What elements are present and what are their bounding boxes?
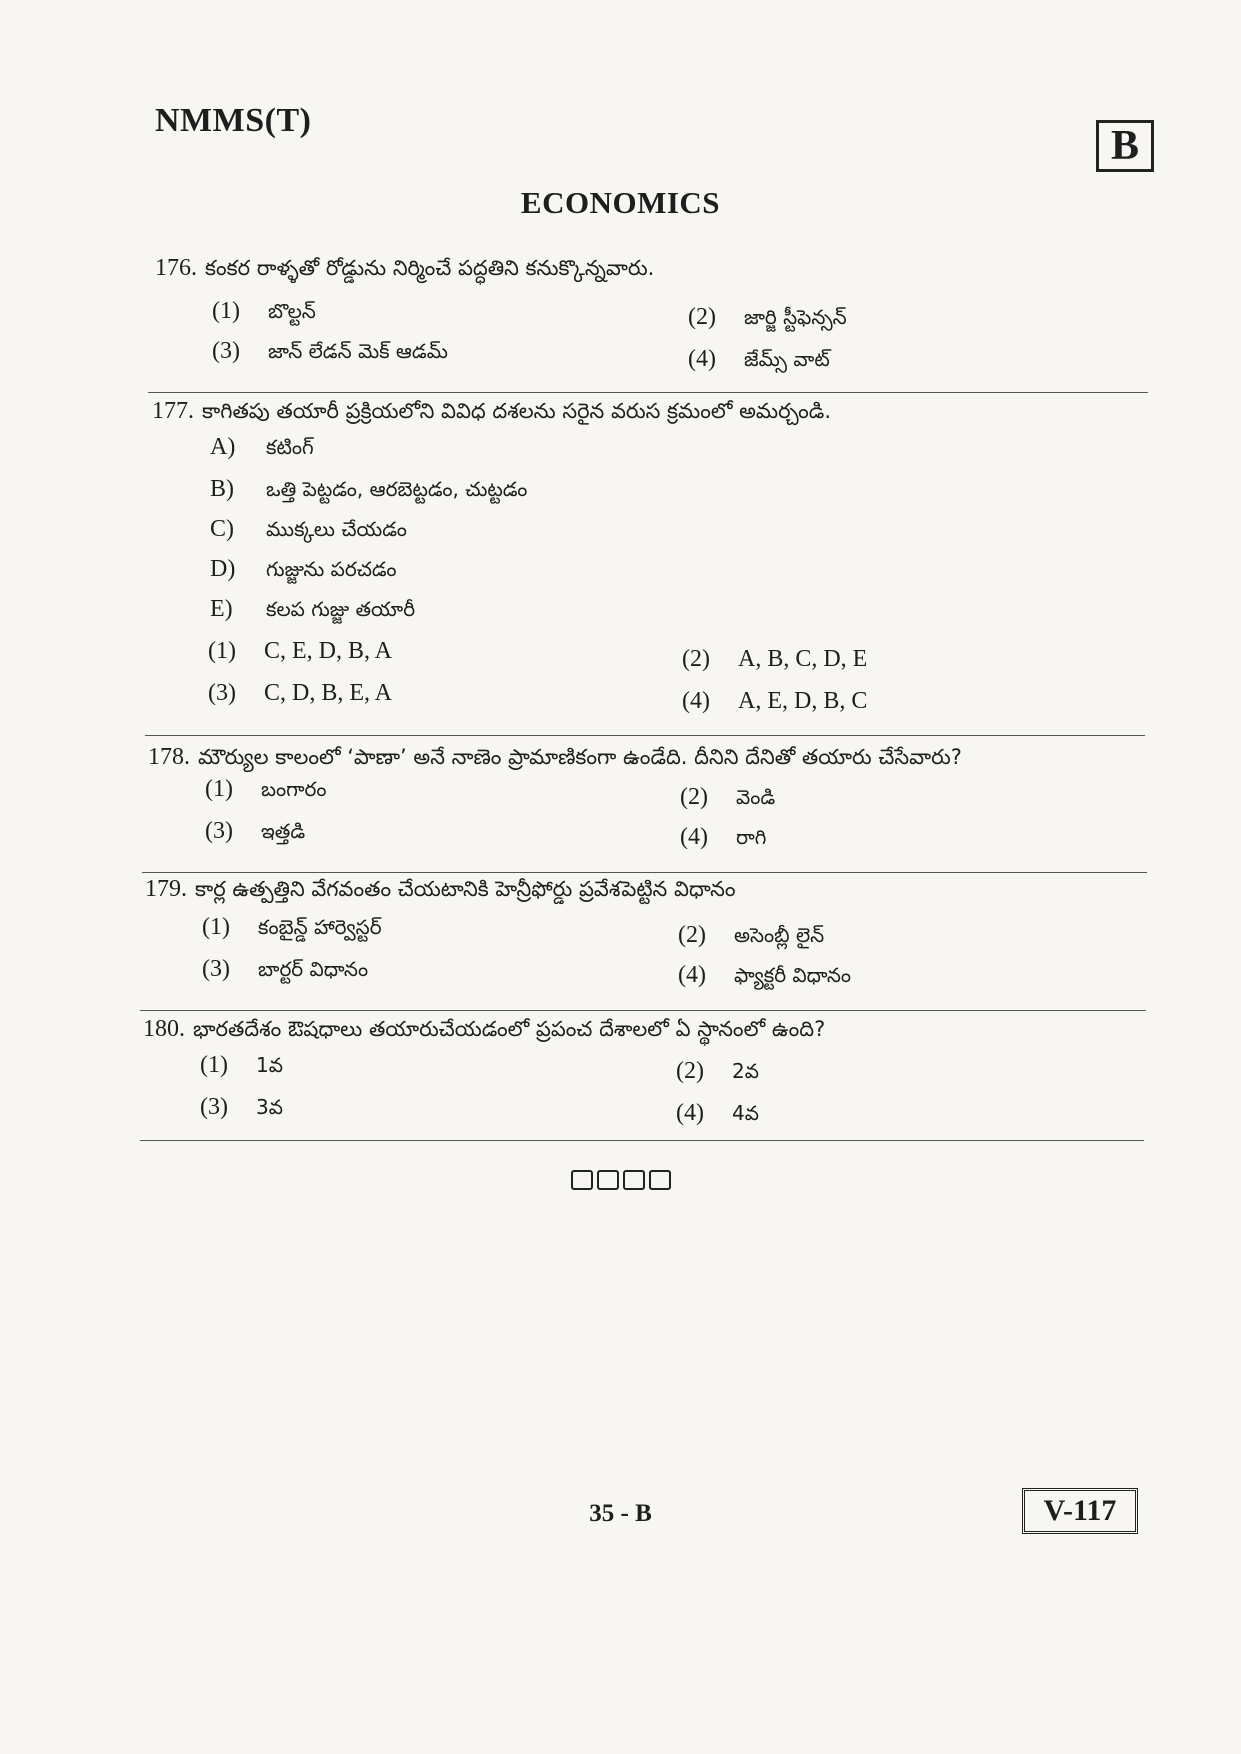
option-text: A, E, D, B, C <box>738 688 868 714</box>
option <box>678 962 851 992</box>
item-text: ముక్కలు చేయడం <box>266 517 407 541</box>
option-text: C, E, D, B, A <box>264 638 393 664</box>
option-label: (3) <box>200 1094 228 1120</box>
list-item <box>210 516 407 546</box>
option-text: అసెంబ్లీ లైన్ <box>734 923 825 947</box>
set-badge: B <box>1096 120 1154 172</box>
divider <box>140 1140 1144 1141</box>
question-180 <box>143 1016 825 1047</box>
item-label: A) <box>210 434 236 460</box>
option-label: (1) <box>212 298 240 324</box>
option-text: 2వ <box>732 1059 759 1083</box>
divider <box>145 735 1145 736</box>
option-text: ఫ్యాక్టరీ విధానం <box>734 963 852 987</box>
option <box>688 304 847 334</box>
option <box>200 1094 283 1124</box>
list-item <box>210 556 397 586</box>
question-178 <box>148 744 962 775</box>
option-label: (4) <box>676 1100 704 1126</box>
option-text: బొల్టన్ <box>268 299 316 323</box>
option <box>208 638 392 665</box>
option <box>202 914 382 944</box>
item-text: ఒత్తి పెట్టడం, ఆరబెట్టడం, చుట్టడం <box>266 477 528 501</box>
option-text: 1వ <box>256 1053 283 1077</box>
option <box>682 646 867 673</box>
option-label: (2) <box>682 646 710 672</box>
divider <box>148 392 1148 393</box>
item-label: D) <box>210 556 236 582</box>
option-text: ఇత్తడి <box>261 819 306 843</box>
option-text: బార్టర్ విధానం <box>258 957 369 981</box>
option-text: C, D, B, E, A <box>264 680 393 706</box>
option-label: (1) <box>205 776 233 802</box>
option-label: (1) <box>202 914 230 940</box>
question-text: కార్ల ఉత్పత్తిని వేగవంతం చేయటానికి హెన్రీఫోర్డు ప్రవేశపెట్టిన విధానం <box>195 877 736 901</box>
option-text: A, B, C, D, E <box>738 646 868 672</box>
option <box>688 346 830 376</box>
item-text: కటింగ్ <box>266 435 314 459</box>
question-text: మౌర్యుల కాలంలో ‘పాణా’ అనే నాణెం ప్రామాణికంగా ఉండేది. దీనిని దేనితో తయారు చేసేవారు? <box>198 745 962 769</box>
subject-title: ECONOMICS <box>520 185 721 220</box>
option <box>680 824 766 854</box>
option-label: (3) <box>202 956 230 982</box>
item-text: కలప గుజ్జు తయారీ <box>266 597 416 621</box>
option-label: (2) <box>678 922 706 948</box>
question-text: కాగితపు తయారీ ప్రక్రియలోని వివిధ దశలను సరైన వరుస క్రమంలో అమర్చండి. <box>202 399 832 423</box>
item-label: C) <box>210 516 234 542</box>
question-text: భారతదేశం ఔషధాలు తయారుచేయడంలో ప్రపంచ దేశాలలో ఏ స్థానంలో ఉంది? <box>193 1017 826 1041</box>
end-marker <box>0 1170 1241 1190</box>
option <box>205 776 327 806</box>
option-label: (3) <box>212 338 240 364</box>
item-text: గుజ్జును పరచడం <box>266 557 397 581</box>
booklet-code: V-117 <box>1022 1488 1138 1534</box>
divider <box>140 1010 1146 1011</box>
option <box>676 1058 759 1088</box>
option-label: (3) <box>205 818 233 844</box>
item-label: B) <box>210 476 234 502</box>
page-number: 35 - B <box>589 1500 652 1527</box>
option-label: (1) <box>200 1052 228 1078</box>
list-item <box>210 596 415 626</box>
option-label: (2) <box>676 1058 704 1084</box>
option <box>202 956 368 986</box>
question-number: 179. <box>145 876 187 902</box>
option-label: (4) <box>680 824 708 850</box>
exam-code: NMMS(T) <box>155 102 312 139</box>
option <box>212 298 316 328</box>
option-label: (1) <box>208 638 236 664</box>
option <box>680 784 775 814</box>
option-text: 3వ <box>256 1095 283 1119</box>
option <box>678 922 824 952</box>
list-item <box>210 434 314 464</box>
option-text: బంగారం <box>261 777 327 801</box>
option <box>200 1052 283 1082</box>
option <box>676 1100 759 1130</box>
question-number: 176. <box>155 255 197 281</box>
question-number: 180. <box>143 1016 185 1042</box>
question-177 <box>152 398 831 429</box>
list-item <box>210 476 527 506</box>
option-text: జాన్ లేడన్ మెక్ ఆడమ్ <box>268 339 448 363</box>
option-text: కంబైన్డ్ హార్వెస్టర్ <box>258 915 382 939</box>
option-text: 4వ <box>732 1101 759 1125</box>
divider <box>142 872 1147 873</box>
option-text: జేమ్స్ వాట్ <box>744 347 830 371</box>
option-label: (2) <box>680 784 708 810</box>
option <box>208 680 392 707</box>
option-label: (4) <box>678 962 706 988</box>
option-label: (4) <box>682 688 710 714</box>
question-number: 177. <box>152 398 194 424</box>
question-number: 178. <box>148 744 190 770</box>
end-square <box>649 1170 671 1190</box>
option-label: (4) <box>688 346 716 372</box>
question-text: కంకర రాళ్ళతో రోడ్డును నిర్మించే పద్ధతిని కనుక్కొన్నవారు. <box>205 256 655 280</box>
option <box>212 338 448 368</box>
question-179 <box>145 876 735 907</box>
option-label: (3) <box>208 680 236 706</box>
option <box>205 818 305 848</box>
item-label: E) <box>210 596 233 622</box>
option <box>682 688 867 715</box>
end-square <box>571 1170 593 1190</box>
option-text: రాగి <box>736 825 767 849</box>
option-text: వెండి <box>736 785 776 809</box>
end-square <box>597 1170 619 1190</box>
option-text: జార్జి స్టీఫెన్సన్ <box>744 305 847 329</box>
option-label: (2) <box>688 304 716 330</box>
end-square <box>623 1170 645 1190</box>
question-176 <box>155 255 654 286</box>
